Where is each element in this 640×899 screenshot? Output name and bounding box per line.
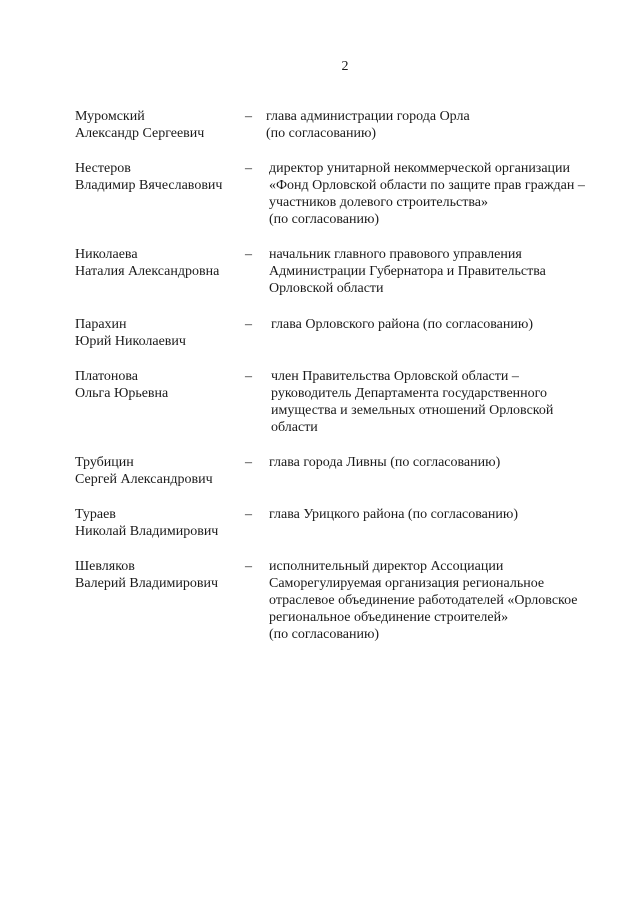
member-role <box>271 316 601 333</box>
member-surname: Николаева <box>75 247 138 262</box>
role-line: (по согласованию) <box>266 126 377 141</box>
member-role <box>271 368 601 436</box>
member-surname: Парахин <box>75 317 127 332</box>
role-line: региональное объединение строителей» <box>269 610 509 625</box>
dash-separator: – <box>245 507 252 522</box>
role-line: глава администрации города Орла <box>266 109 470 124</box>
dash-separator: – <box>245 317 252 332</box>
member-given-name: Александр Сергеевич <box>75 126 205 141</box>
member-given-name: Владимир Вячеславович <box>75 178 223 193</box>
dash-separator: – <box>245 559 252 574</box>
page-number: 2 <box>341 59 349 74</box>
member-name <box>75 506 240 540</box>
role-line: (по согласованию) <box>269 212 380 227</box>
role-line: член Правительства Орловской области – <box>271 369 519 384</box>
member-role <box>269 506 599 523</box>
role-line: области <box>271 420 318 435</box>
dash-separator: – <box>245 161 252 176</box>
role-line: глава Орловского района (по согласованию) <box>271 317 533 332</box>
member-given-name: Ольга Юрьевна <box>75 386 169 401</box>
role-line: начальник главного правового управления <box>269 247 522 262</box>
role-line: глава города Ливны (по согласованию) <box>269 455 501 470</box>
member-role <box>269 160 599 228</box>
member-given-name: Сергей Александрович <box>75 472 213 487</box>
role-line: «Фонд Орловской области по защите прав граждан – <box>269 178 585 193</box>
member-surname: Трубицин <box>75 455 134 470</box>
member-surname: Платонова <box>75 369 139 384</box>
member-role <box>266 108 596 142</box>
member-role <box>269 454 599 471</box>
dash-separator: – <box>245 455 252 470</box>
role-line: (по согласованию) <box>269 627 380 642</box>
role-line: отраслевое объединение работодателей «Орловское <box>269 593 578 608</box>
role-line: имущества и земельных отношений Орловской <box>271 403 554 418</box>
role-line: участников долевого строительства» <box>269 195 488 210</box>
member-name <box>75 368 240 402</box>
member-name <box>75 316 240 350</box>
role-line: исполнительный директор Ассоциации <box>269 559 504 574</box>
member-given-name: Наталия Александровна <box>75 264 220 279</box>
dash-separator: – <box>245 109 252 124</box>
member-given-name: Николай Владимирович <box>75 524 219 539</box>
member-given-name: Юрий Николаевич <box>75 334 186 349</box>
role-line: глава Урицкого района (по согласованию) <box>269 507 518 522</box>
dash-separator: – <box>245 247 252 262</box>
member-role <box>269 246 599 297</box>
role-line: Администрации Губернатора и Правительства <box>269 264 546 279</box>
dash-separator: – <box>245 369 252 384</box>
member-name <box>75 558 240 592</box>
member-surname: Шевляков <box>75 559 135 574</box>
member-name <box>75 246 240 280</box>
member-name <box>75 160 240 194</box>
member-surname: Нестеров <box>75 161 131 176</box>
role-line: руководитель Департамента государственного <box>271 386 548 401</box>
member-name <box>75 454 240 488</box>
member-given-name: Валерий Владимирович <box>75 576 219 591</box>
member-surname: Муромский <box>75 109 145 124</box>
role-line: директор унитарной некоммерческой организации <box>269 161 571 176</box>
member-role <box>269 558 599 643</box>
member-surname: Тураев <box>75 507 116 522</box>
member-name <box>75 108 240 142</box>
role-line: Орловской области <box>269 281 384 296</box>
role-line: Саморегулируемая организация региональное <box>269 576 545 591</box>
